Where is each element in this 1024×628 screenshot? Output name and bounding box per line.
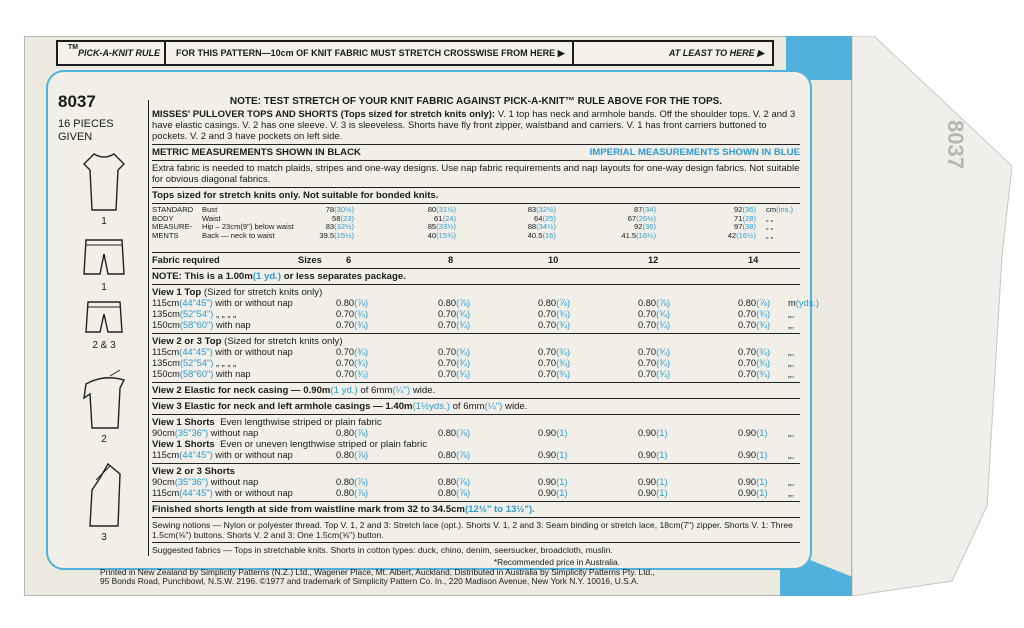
figure-view-1-shorts: 1 xyxy=(58,236,150,293)
body-measurements-table xyxy=(152,206,800,250)
table-row: 90cm(35"36") without nap 0.80(⅞) 0.80(⅞) 0.90(1) 0.90(1) 0.90(1) „„ xyxy=(152,477,795,487)
pick-rule-instruction: FOR THIS PATTERN—10cm OF KNIT FABRIC MUST STRETCH CROSSWISE FROM HERE ▶ xyxy=(166,42,574,64)
finished-length: Finished shorts length at side from waistline mark from 32 to 34.5cm (12½" to 13½"). xyxy=(152,504,535,515)
measurements-unit: cm(ins.) „ „ „ „ „ „ xyxy=(766,205,793,240)
table-row: 90cm(35"36") without nap 0.80(⅞) 0.80(⅞) 0.90(1) 0.90(1) 0.90(1) „„ xyxy=(152,428,795,438)
measurements-size-8: 80(31½) 61(24) 85(33½) 40(15¾) xyxy=(427,205,456,240)
measurements-rows: Bust Waist Hip – 23cm(9") below waist Back — neck to waist xyxy=(202,205,294,240)
view-2-elastic: View 2 Elastic for neck casing — 0.90m (1 yd.) of 6mm (¼") wide. xyxy=(152,385,436,396)
view-1-top-heading: View 1 Top (Sized for stretch knits only) xyxy=(152,287,323,298)
table-row: 115cm(44"45") with or without nap 0.80(⅞) 0.80(⅞) 0.90(1) 0.90(1) 0.90(1) „„ xyxy=(152,450,795,460)
view-1-shorts-heading-a: View 1 Shorts Even lengthwise striped or plain fabric xyxy=(152,417,382,428)
figure-view-3-top: 3 xyxy=(58,460,150,543)
off-shoulder-top-sketch-icon xyxy=(80,368,128,432)
price-note: *Recommended price in Australia. xyxy=(493,557,620,567)
table-row: 150cm(58"60") with nap 0.70(¾) 0.70(¾) 0.70(¾) 0.70(¾) 0.70(¾) „„ xyxy=(152,369,795,379)
package-note: NOTE: This is a 1.00m (1 yd.) or less separates package. xyxy=(152,271,406,282)
suggested-fabrics: Suggested fabrics — Tops in stretchable knits. Shorts in cotton types: duck, chino, denim, seersucker, broadcloth, muslin. xyxy=(152,545,613,555)
view-23-shorts-heading: View 2 or 3 Shorts xyxy=(152,466,235,477)
footer-line-2: 95 Bonds Road, Punchbowl, N.S.W. 2196. ©1977 and trademark of Simplicity Pattern Co. In., 220 Madison Avenue, New York N.Y. 10016, U.S.A. xyxy=(100,576,639,587)
table-row: 135cm(52"54") „ „ „ „ 0.70(¾) 0.70(¾) 0.70(¾) 0.70(¾) 0.70(¾) „„ xyxy=(152,358,795,368)
pick-rule-label: PICK-A-KNIT RULE xyxy=(58,42,166,64)
pattern-description: MISSES' PULLOVER TOPS AND SHORTS (Tops sized for stretch knits only): V. 1 top has neck and armhole bands. Off the shoulder tops. V. 2 and 3 have elastic casings. V. 2 has one sleeve. V. 3 is sleeveless. Shorts have fly front zipper, waistband and carriers. V. 1 has front carriers buttoned to pockets. V. 2 and 3 have pockets on left side. xyxy=(152,109,796,142)
view-1-shorts-row-b xyxy=(152,450,800,461)
pieces-given: 16 PIECES GIVEN xyxy=(58,118,114,143)
view-1-shorts-heading-b: View 1 Shorts Even or uneven lengthwise striped or plain fabric xyxy=(152,439,428,450)
table-row: 135cm(52"54") „ „ „ „ 0.70(¾) 0.70(¾) 0.70(¾) 0.70(¾) 0.70(¾) „„ xyxy=(152,309,795,319)
view-23-top-heading: View 2 or 3 Top (Sized for stretch knits only) xyxy=(152,336,343,347)
stretch-note: NOTE: TEST STRETCH OF YOUR KNIT FABRIC AGAINST PICK-A-KNIT™ RULE ABOVE FOR THE TOPS. xyxy=(229,96,723,107)
figure-view-1-top: 1 xyxy=(58,150,150,227)
figure-view-2-top: 2 xyxy=(58,368,150,445)
view-3-elastic: View 3 Elastic for neck and left armhole casings — 1.40m (1½yds.) of 6mm (¼") wide. xyxy=(152,401,528,412)
shorts-sketch-icon xyxy=(80,236,128,280)
table-row: 115cm(44"45") with or without nap 0.80(⅞) 0.80(⅞) 0.90(1) 0.90(1) 0.90(1) „„ xyxy=(152,488,795,498)
table-row: 115cm(44"45") with or without nap 0.80(⅞) 0.80(⅞) 0.80(⅞) 0.80(⅞) 0.80(⅞) m(yds.) xyxy=(152,298,819,308)
view-23-shorts-rows xyxy=(152,477,800,499)
printer-footer xyxy=(100,558,720,587)
measurements-size-14: 92(36) 71(28) 97(38) 42(16½) xyxy=(727,205,756,240)
column-divider xyxy=(148,100,149,556)
measurements-size-6: 78(30½) 58(23) 83(32½) 39.5(15½) xyxy=(319,205,354,240)
view-figures xyxy=(58,150,150,550)
trademark-mark: TM xyxy=(68,44,79,51)
view-1-shorts-row-a xyxy=(152,428,800,439)
measurements-label: STANDARD BODY MEASURE- MENTS xyxy=(152,205,194,240)
table-row: 150cm(58"60") with nap 0.70(¾) 0.70(¾) 0.70(¾) 0.70(¾) 0.70(¾) „„ xyxy=(152,320,795,330)
top-sketch-icon xyxy=(80,150,128,214)
pattern-number: 8037 xyxy=(58,92,96,111)
pattern-details xyxy=(152,96,819,556)
view-23-top-rows xyxy=(152,347,800,380)
one-shoulder-top-sketch-icon xyxy=(80,460,128,530)
sewing-notions: Sewing notions — Nylon or polyester thread. Top V. 1, 2 and 3: Stretch lace (opt.). Shorts V. 1, 2 and 3: Seam binding or stretch lace, 18cm(7") zipper. Shorts V. 1: Three 1.5cm(⅝") buttons. Shorts V. 2 and 3: One 1.5cm(⅝") button. xyxy=(152,520,793,540)
view-1-top-rows xyxy=(152,298,819,331)
measurements-size-12: 87(34) 67(26½) 92(36) 41.5(16¼) xyxy=(621,205,656,240)
tops-sized-note: Tops sized for stretch knits only. Not suitable for bonded knits. xyxy=(152,190,439,201)
envelope-flap xyxy=(852,36,1012,596)
measurement-headings: METRIC MEASUREMENTS SHOWN IN BLACK IMPERIAL MEASUREMENTS SHOWN IN BLUE xyxy=(152,147,800,158)
table-row: 115cm(44"45") with or without nap 0.70(¾) 0.70(¾) 0.70(¾) 0.70(¾) 0.70(¾) „„ xyxy=(152,347,795,357)
extra-fabric-note: Extra fabric is needed to match plaids, stripes and one-way designs. Use nap fabric requirements and nap layouts for one-way design fabrics. Not suitable for obvious diagonal fabrics. xyxy=(152,163,800,185)
footer-line-1: Printed in New Zealand by Simplicity Patterns (N.Z.) Ltd., Wagener Place, Mt. Albert, Auckland, Distributed in Australia by Simplicity Patterns Pty. Ltd., xyxy=(100,566,655,577)
shorts-sketch-icon xyxy=(84,298,124,338)
pick-rule-end: AT LEAST TO HERE ▶ xyxy=(668,47,764,58)
sizes-header: Fabric required Sizes 6 8 10 12 14 xyxy=(152,255,759,265)
figure-view-23-shorts: 2 & 3 xyxy=(58,298,150,351)
side-pattern-number: 8037 xyxy=(943,120,968,169)
measurements-size-10: 83(32½) 64(25) 88(34½) 40.5(16) xyxy=(527,205,556,240)
pick-a-knit-rule xyxy=(56,40,774,66)
